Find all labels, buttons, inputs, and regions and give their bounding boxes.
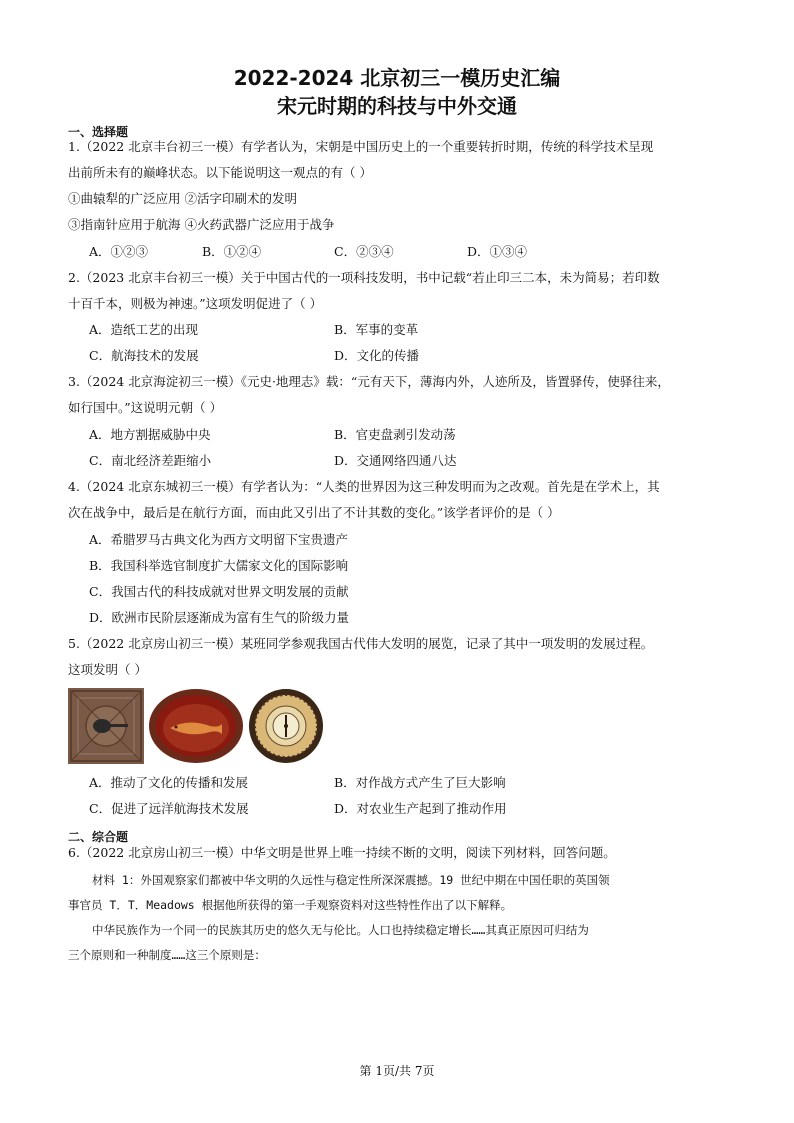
q3-option-a: A．地方割据威胁中央 [89, 427, 211, 442]
q3-option-c: C．南北经济差距缩小 [89, 453, 212, 468]
q4-stem: 4.（2024 北京东城初三一模）有学者认为：“人类的世界因为这三种发明而为之改观。首先是在学术上，其 [68, 479, 660, 494]
doc-subtitle: 宋元时期的科技与中外交通 [277, 94, 517, 118]
q6-stem: 6.（2022 北京房山初三一模）中华文明是世界上唯一持续不断的文明，阅读下列材料，回答问题。 [68, 845, 616, 860]
section-heading-composite: 二、综合题 [68, 830, 129, 844]
q5-option-d: D．对农业生产起到了推动作用 [334, 801, 507, 816]
q6-material-2: 中华民族作为一个同一的民族其历史的悠久无与伦比。人口也持续稳定增长……其真正原因可归结为 [92, 923, 589, 937]
doc-title: 2022-2024 北京初三一模历史汇编 [233, 66, 561, 90]
q4-option-c: C．我国古代的科技成就对世界文明发展的贡献 [89, 584, 349, 599]
q6-material-1-cont: 事官员 T．T．Meadows 根据他所获得的第一手观察资料对这些特性作出了以下解释。 [68, 898, 513, 912]
q4-option-b: B．我国科举选官制度扩大儒家文化的国际影响 [89, 558, 349, 573]
q3-stem: 3.（2024 北京海淀初三一模）《元史·地理志》载：“元有天下，薄海内外，人迹所及，皆置驿传，使驿往来， [68, 374, 670, 389]
q5-option-a: A．推动了文化的传播和发展 [89, 775, 249, 790]
q1-option-a: A．①②③ [89, 244, 149, 259]
q5-option-c: C．促进了远洋航海技术发展 [89, 801, 249, 816]
q6-material-1: 材料 1：外国观察家们都被中华文明的久远性与稳定性所深深震撼。19 世纪中期在中国任职的英国领 [92, 873, 610, 887]
q2-option-b: B．军事的变革 [334, 322, 419, 337]
q2-option-d: D．文化的传播 [334, 348, 420, 363]
q2-option-a: A．造纸工艺的出现 [89, 322, 199, 337]
q3-option-b: B．官吏盘剥引发动荡 [334, 427, 456, 442]
q4-option-a: A．希腊罗马古典文化为西方文明留下宝贵遗产 [89, 532, 349, 547]
sinan-spoon-compass-image [68, 688, 144, 768]
q4-option-d: D．欧洲市民阶层逐渐成为富有生气的阶级力量 [89, 610, 350, 625]
q1-stem: 1.（2022 北京丰台初三一模）有学者认为，宋朝是中国历史上的一个重要转折时期，传统的科学技术呈现 [68, 139, 654, 154]
q2-stem-cont: 十百千本，则极为神速。”这项发明促进了（ ） [68, 296, 323, 311]
floating-fish-compass-image [148, 688, 244, 768]
q6-material-2-cont: 三个原则和一种制度……这三个原则是： [68, 948, 266, 962]
q5-stem-cont: 这项发明（ ） [68, 662, 147, 677]
q1-item: ①曲辕犁的广泛应用 ②活字印刷术的发明 [68, 191, 297, 206]
q1-option-b: B．①②④ [202, 244, 262, 259]
q2-option-c: C．航海技术的发展 [89, 348, 199, 363]
q3-option-d: D．交通网络四通八达 [334, 453, 457, 468]
q1-item: ③指南针应用于航海 ④火药武器广泛应用于战争 [68, 217, 335, 232]
q5-option-b: B．对作战方式产生了巨大影响 [334, 775, 506, 790]
compass-dial-image [247, 688, 325, 768]
q2-stem: 2.（2023 北京丰台初三一模）关于中国古代的一项科技发明，书中记载“若止印三二本，未为简易；若印数 [68, 270, 660, 285]
q1-option-c: C．②③④ [334, 244, 394, 259]
q4-stem-cont: 次在战争中，最后是在航行方面，而由此又引出了不计其数的变化。”该学者评价的是（ ） [68, 505, 560, 520]
section-heading-choice: 一、选择题 [68, 125, 129, 139]
q1-stem-cont: 出前所未有的巅峰状态。以下能说明这一观点的有（ ） [68, 165, 372, 180]
page-footer: 第 1页/共 7页 [359, 1064, 435, 1078]
q3-stem-cont: 如行国中。”这说明元朝（ ） [68, 400, 223, 415]
q1-option-d: D．①③④ [467, 244, 528, 259]
q5-stem: 5.（2022 北京房山初三一模）某班同学参观我国古代伟大发明的展览，记录了其中一项发明的发展过程。 [68, 636, 654, 651]
